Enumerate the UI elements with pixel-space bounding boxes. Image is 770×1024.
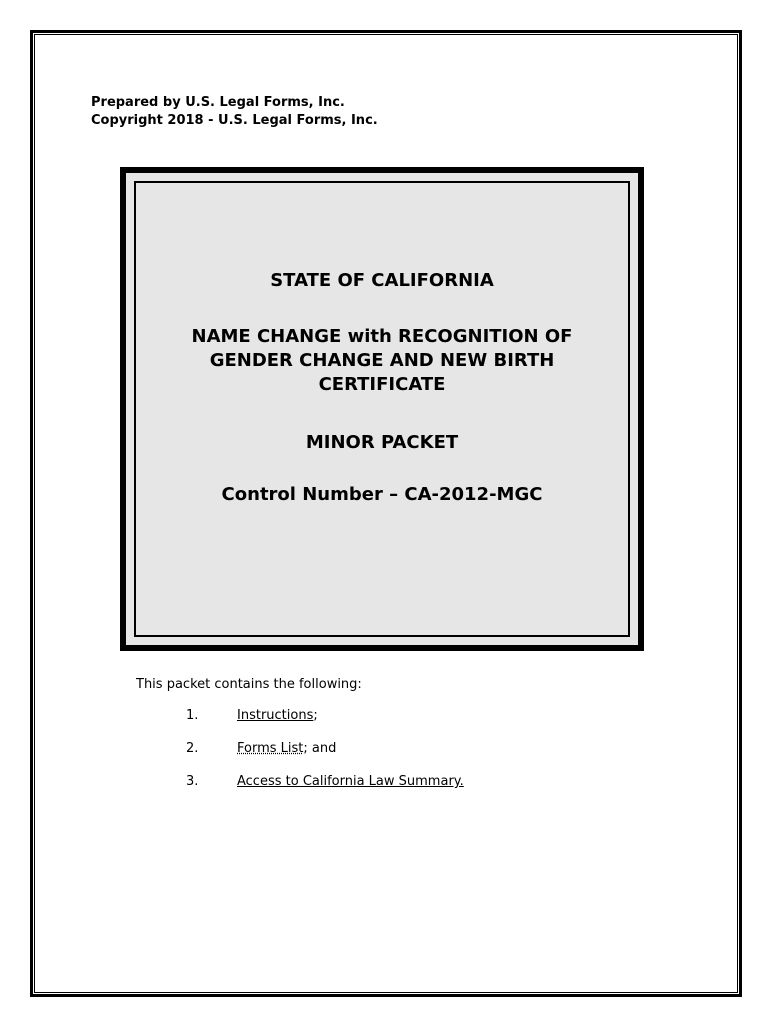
cover-box [120, 167, 644, 651]
control-number: Control Number – CA-2012-MGC [221, 484, 543, 505]
list-item-number: 3. [186, 774, 199, 789]
document-title-line-1: NAME CHANGE with RECOGNITION OF [191, 326, 573, 347]
packet-type: MINOR PACKET [305, 432, 459, 453]
forms-list-link[interactable]: Forms List [237, 741, 304, 756]
list-item-number: 2. [186, 741, 199, 756]
prepared-by-block [91, 94, 378, 130]
list-item [186, 773, 464, 791]
law-summary-link[interactable]: Access to California Law Summary. [237, 774, 464, 789]
copyright-line: Copyright 2018 - U.S. Legal Forms, Inc. [91, 113, 378, 128]
cover-box-inner-border [134, 181, 630, 637]
instructions-link[interactable]: Instructions [237, 708, 314, 723]
list-item [186, 707, 318, 725]
contents-intro: This packet contains the following: [136, 677, 362, 692]
document-title-line-2: GENDER CHANGE AND NEW BIRTH [209, 350, 555, 371]
state-title: STATE OF CALIFORNIA [270, 270, 494, 291]
prepared-by-line: Prepared by U.S. Legal Forms, Inc. [91, 95, 345, 110]
list-item-suffix: ; and [303, 741, 337, 756]
list-item-number: 1. [186, 708, 199, 723]
list-item [186, 740, 336, 758]
list-item-suffix: ; [313, 708, 318, 723]
document-title-line-3: CERTIFICATE [318, 374, 446, 395]
document-title [126, 325, 638, 397]
